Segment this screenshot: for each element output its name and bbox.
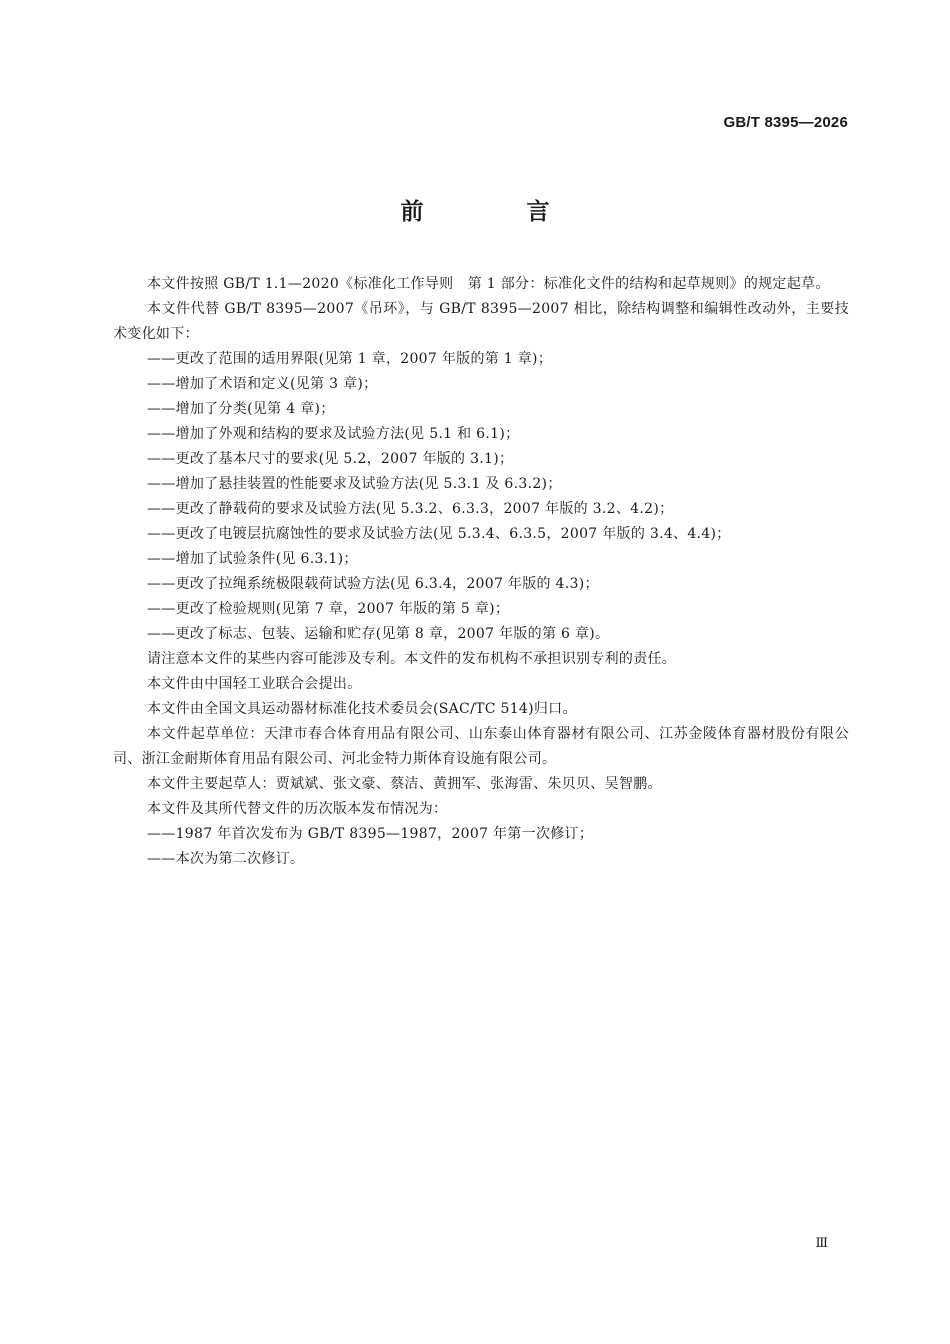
change-item: ——更改了检验规则(见第 7 章，2007 年版的第 5 章)； <box>147 601 510 617</box>
drafters: 本文件主要起草人：贾斌斌、张文豪、蔡洁、黄拥军、张海雷、朱贝贝、吴智鹏。 <box>147 776 662 792</box>
change-item: ——更改了标志、包装、运输和贮存(见第 8 章，2007 年版的第 6 章)。 <box>147 626 610 642</box>
change-item: ——更改了电镀层抗腐蚀性的要求及试验方法(见 5.3.4、6.3.5，2007 年版的 3.4、4.4)； <box>147 526 731 542</box>
proposer-statement: 本文件由中国轻工业联合会提出。 <box>147 676 362 692</box>
change-item: ——更改了静载荷的要求及试验方法(见 5.3.2、6.3.3，2007 年版的 3.2、4.2)； <box>147 501 674 517</box>
intro-paragraph-1: 本文件按照 GB/T 1.1—2020《标准化工作导则 第 1 部分：标准化文件的结构和起草规则》的规定起草。 <box>147 276 830 292</box>
change-item: ——增加了试验条件(见 6.3.1)； <box>147 551 358 567</box>
page-title: 前 言 <box>400 199 590 225</box>
change-item: ——增加了外观和结构的要求及试验方法(见 5.1 和 6.1)； <box>147 426 520 442</box>
drafting-units: 本文件起草单位：天津市春合体育用品有限公司、山东泰山体育器材有限公司、江苏金陵体育器材股份有限公司、浙江金耐斯体育用品有限公司、河北金特力斯体育设施有限公司。 <box>113 726 849 767</box>
history-item: ——1987 年首次发布为 GB/T 8395—1987，2007 年第一次修订； <box>147 826 594 842</box>
document-code: GB/T 8395—2026 <box>723 114 848 131</box>
intro-paragraph-2: 本文件代替 GB/T 8395—2007《吊环》，与 GB/T 8395—2007 相比，除结构调整和编辑性改动外，主要技术变化如下： <box>113 301 849 342</box>
committee-statement: 本文件由全国文具运动器材标准化技术委员会(SAC/TC 514)归口。 <box>147 701 577 717</box>
change-item: ——更改了基本尺寸的要求(见 5.2，2007 年版的 3.1)； <box>147 451 514 467</box>
change-item: ——增加了术语和定义(见第 3 章)； <box>147 376 378 392</box>
foreword-body <box>113 272 849 872</box>
change-item: ——增加了分类(见第 4 章)； <box>147 401 335 417</box>
patent-notice: 请注意本文件的某些内容可能涉及专利。本文件的发布机构不承担识别专利的责任。 <box>147 651 677 667</box>
change-item: ——更改了范围的适用界限(见第 1 章，2007 年版的第 1 章)； <box>147 351 553 367</box>
page-number: Ⅲ <box>815 1236 828 1251</box>
history-item: ——本次为第二次修订。 <box>147 851 305 867</box>
history-intro: 本文件及其所代替文件的历次版本发布情况为： <box>147 801 448 817</box>
change-item: ——更改了拉绳系统极限载荷试验方法(见 6.3.4，2007 年版的 4.3)； <box>147 576 599 592</box>
change-item: ——增加了悬挂装置的性能要求及试验方法(见 5.3.1 及 6.3.2)； <box>147 476 562 492</box>
